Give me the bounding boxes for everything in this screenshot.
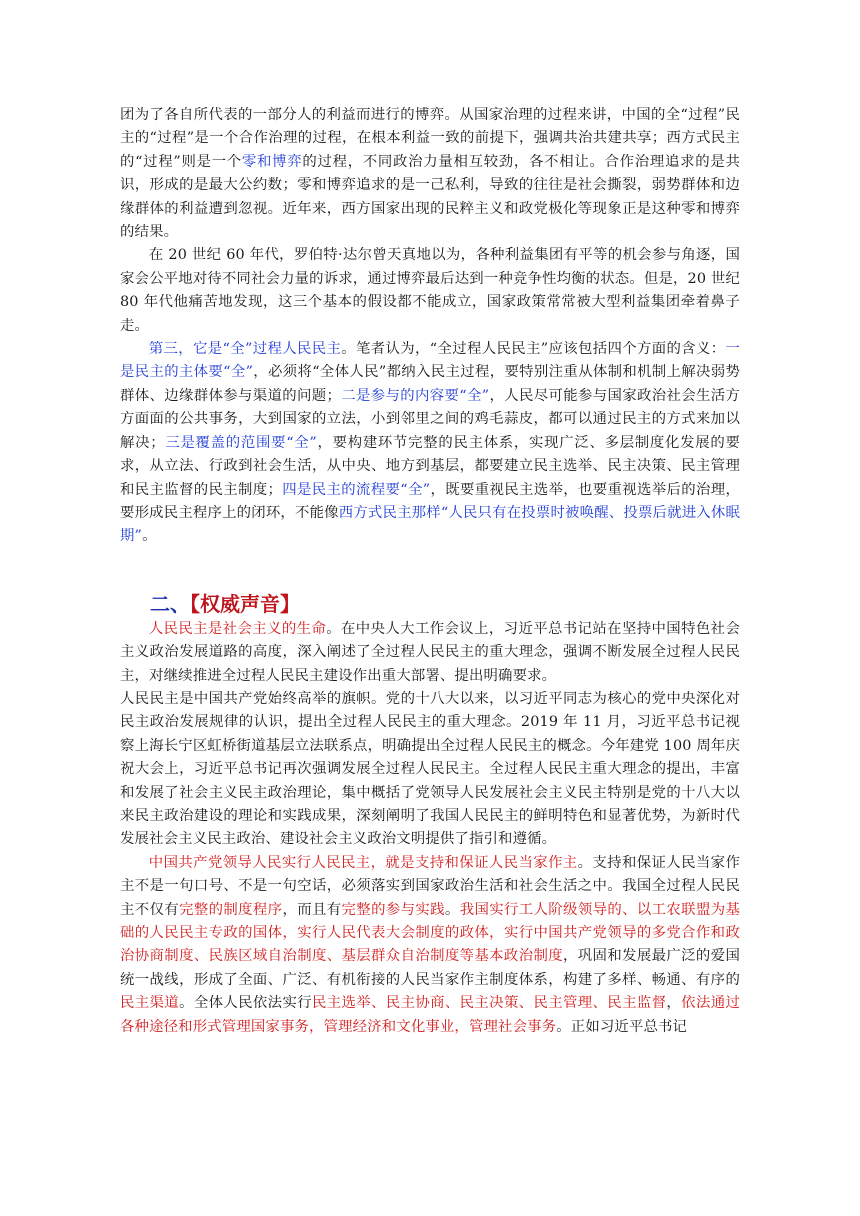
highlighted-text: 我国实行工人阶级领导的、以工农联盟为基础的人民民主专政的国体，实行人民代表大会制度的政体，实行中国共产党领导的多党合作和政治协商制度、民族区域自治制度、基层群众自治制度等基本政治制度 xyxy=(120,901,741,965)
text-run: 。全体人民依法实行 xyxy=(179,995,312,1012)
highlighted-text: 完整的制度程序 xyxy=(179,901,283,918)
highlighted-text: 二是参与的内容要“全” xyxy=(341,387,490,404)
highlighted-text: 四是民主的流程要“全” xyxy=(282,481,431,498)
highlighted-text: 三是覆盖的范围要“全” xyxy=(164,434,317,451)
text-run: 人民民主是中国共产党始终高举的旗帜。党的十八大以来，以习近平同志为核心的党中央深化对民主政治发展规律的认识，提出全过程人民民主的重大理念。2019 年 11 月，习近平总书记视察上海长宁区虹桥街道基层立法联系点，明确提出全过程人民民主的概念。今年建党 100 周年庆祝大会上，习近平总书记再次强调发展全过程人民民主。全过程人民民主重大理念的提出，丰富和发展了社会主义民主政治理论，集中概括了党领导人民发展社会主义民主特别是党的十八大以来民主政治建设的理论和实践成果，深刻阐明了我国人民民主的鲜明特色和显著优势，为新时代发展社会主义民主政治、建设社会主义政治文明提供了指引和遵循。 xyxy=(120,690,740,848)
body-paragraph xyxy=(120,338,740,549)
body-paragraph xyxy=(120,104,740,244)
text-run: 。笔者认为，“全过程人民民主”应该包括四个方面的含义： xyxy=(341,341,726,358)
text-run: ，既要重视民主选举，也要重视选举后的治理，要形成民主程序上的闭环，不能像 xyxy=(120,481,740,521)
highlighted-text: 零和博弈 xyxy=(241,153,303,170)
highlighted-text: 民主选举、民主协商、民主决策、民主管理、民主监督 xyxy=(311,995,667,1012)
highlighted-text: 依法通过各种途径和形式管理国家事务，管理经济和文化事业，管理社会事务 xyxy=(120,995,741,1035)
body-paragraph xyxy=(120,618,740,688)
highlighted-text: 人民民主是社会主义的生命 xyxy=(148,620,327,637)
highlighted-text: 中国共产党领导人民实行人民民主，就是支持和保证人民当家作主 xyxy=(148,854,578,871)
text-run: ，必须将“全体人民”都纳入民主过程，要特别注重从体制和机制上解决弱势群体、边缘群体参与渠道的问题； xyxy=(120,364,740,404)
section-heading xyxy=(120,590,740,618)
text-run: ，而且有 xyxy=(282,901,342,918)
text-run: ，人民尽可能参与国家政治社会生活方方面面的公共事务，大到国家的立法，小到邻里之间的鸡毛蒜皮，都可以通过民主的方式来加以解决； xyxy=(120,387,740,451)
body-paragraph xyxy=(120,688,740,852)
document-page xyxy=(120,104,740,1039)
text-run: 团为了各自所代表的一部分人的利益而进行的博弈。从国家治理的过程来讲，中国的全“过程”民主的“过程”是一个合作治理的过程，在根本利益一致的前提下，强调共治共建共享；西方式民主的“过程”则是一个 xyxy=(120,107,740,170)
section-number: 二、 xyxy=(150,591,190,616)
body-paragraph xyxy=(120,244,740,338)
text-run: 。正如习近平总书记 xyxy=(556,1018,688,1035)
highlighted-text: 完整的参与实践 xyxy=(341,901,445,918)
highlighted-text: 一是民主的主体要“全” xyxy=(120,341,740,381)
text-run: 。在中央人大工作会议上，习近平总书记站在坚持中国特色社会主义政治发展道路的高度，深入阐述了全过程人民民主的重大理念，强调不断发展全过程人民民主，对继续推进全过程人民民主建设作出重大部署、提出明确要求。 xyxy=(120,620,740,684)
section-theory xyxy=(120,104,740,549)
text-run: 。 xyxy=(444,901,460,918)
text-run: ，巩固和发展最广泛的爱国统一战线，形成了全面、广泛、有机衔接的人民当家作主制度体系，构建了多样、畅通、有序的 xyxy=(120,948,740,988)
section-authority-voice xyxy=(120,618,740,1039)
highlighted-text: 第三，它是“全”过程人民民主 xyxy=(148,341,342,358)
text-run: 在 20 世纪 60 年代，罗伯特·达尔曾天真地以为，各种利益集团有平等的机会参与角逐，国家会公平地对待不同社会力量的诉求，通过博弈最后达到一种竞争性均衡的状态。但是，20 世纪 80 年代他痛苦地发现，这三个基本的假设都不能成立，国家政策常常被大型利益集团牵着鼻子走。 xyxy=(120,247,740,334)
section-title: 【权威声音】 xyxy=(190,591,300,616)
text-run: ， xyxy=(666,995,682,1012)
highlighted-text: 民主渠道 xyxy=(120,995,180,1012)
highlighted-text: 西方式民主那样“人民只有在投票时被唤醒、投票后就进入休眠期” xyxy=(120,504,740,545)
body-paragraph xyxy=(120,852,740,1039)
text-run: 的过程，不同政治力量相互较劲，各不相让。合作治理追求的是共识，形成的是最大公约数；零和博弈追求的是一己私利，导致的往往是社会撕裂，弱势群体和边缘群体的利益遭到忽视。近年来，西方国家出现的民粹主义和政党极化等现象正是这种零和博弈的结果。 xyxy=(120,153,740,241)
text-run: ，要构建环节完整的民主体系，实现广泛、多层制度化发展的要求，从立法、行政到社会生活，从中央、地方到基层，都要建立民主选举、民主决策、民主管理和民主监督的民主制度； xyxy=(120,434,741,498)
text-run: 。 xyxy=(142,528,157,545)
text-run: 。支持和保证人民当家作主不是一句口号、不是一句空话，必须落实到国家政治生活和社会生活之中。我国全过程人民民主不仅有 xyxy=(120,854,740,918)
